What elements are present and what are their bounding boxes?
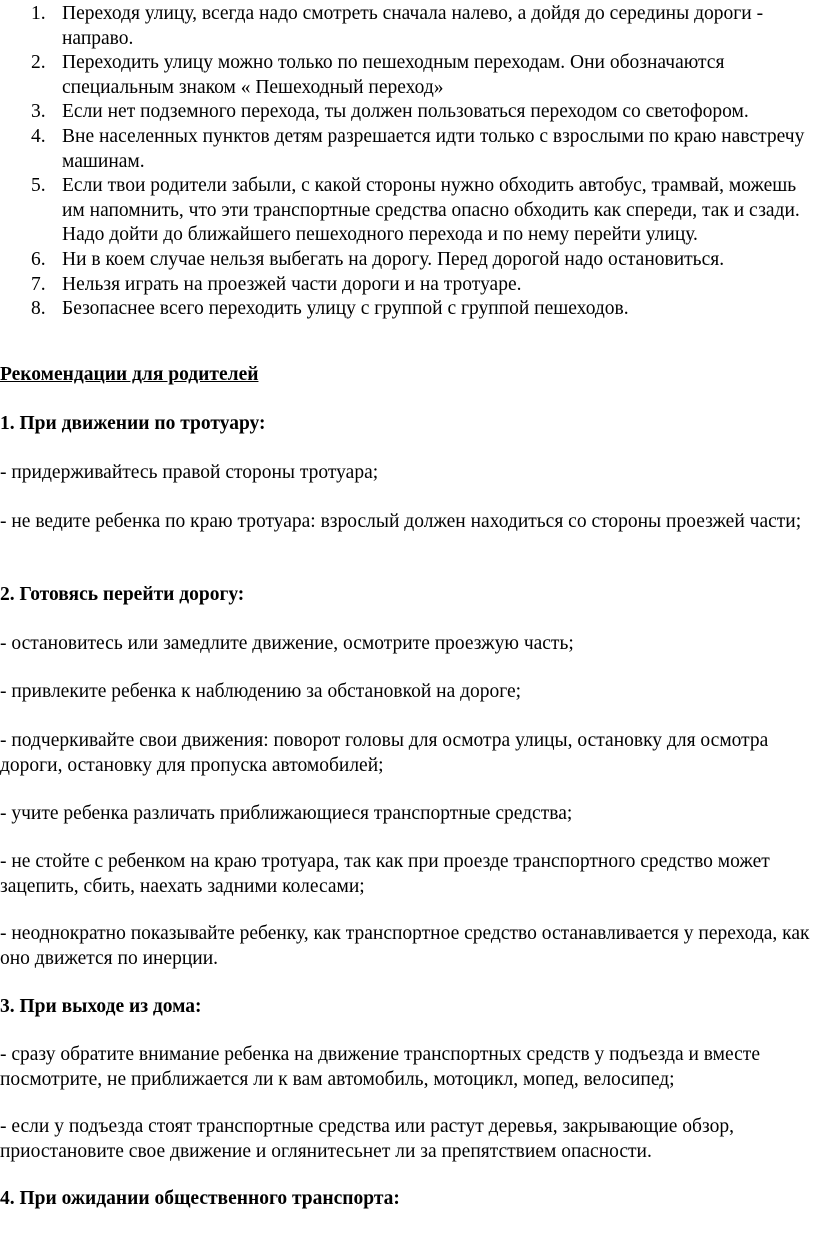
list-item-text: Ни в коем случае нельзя выбегать на дорогу. Перед дорогой надо остановиться.: [62, 248, 725, 270]
list-item-text: Переходить улицу можно только по пешеходным переходам. Они обозначаются специальным знаком « Пешеходный переход»: [62, 52, 725, 98]
list-item: [0, 2, 812, 51]
paragraph: - привлеките ребенка к наблюдению за обстановкой на дороге;: [0, 681, 522, 702]
list-item-number: 7.: [31, 273, 46, 295]
section-heading: 4. При ожидании общественного транспорта:: [0, 1188, 400, 1209]
section-heading: 3. При выходе из дома:: [0, 996, 202, 1017]
section-title: Рекомендации для родителей: [0, 364, 259, 385]
list-item: [0, 248, 812, 273]
list-item: [0, 273, 812, 298]
paragraph: - учите ребенка различать приближающиеся транспортные средства;: [0, 803, 573, 824]
list-item: [0, 174, 812, 248]
paragraph: - не ведите ребенка по краю тротуара: взрослый должен находиться со стороны проезжей части;: [0, 511, 802, 532]
list-item-text: Безопаснее всего переходить улицу с группой с группой пешеходов.: [62, 298, 629, 320]
section-heading: 2. Готовясь перейти дорогу:: [0, 584, 245, 605]
rules-list: [0, 2, 812, 322]
list-item-number: 2.: [31, 52, 46, 74]
section-heading: 1. При движении по тротуару:: [0, 413, 266, 434]
list-item-text: Вне населенных пунктов детям разрешается идти только с взрослыми по краю навстречу машинам.: [62, 125, 805, 172]
paragraph: - сразу обратите внимание ребенка на движение транспортных средств у подъезда и вместе посмотрите, не приближается ли к вам автомобиль, мотоцикл, мопед, велосипед;: [0, 1044, 760, 1090]
list-item: [0, 125, 812, 174]
list-item-number: 3.: [31, 101, 46, 123]
list-item-number: 6.: [31, 248, 46, 270]
list-item-number: 5.: [31, 175, 46, 197]
list-item-number: 1.: [31, 3, 46, 24]
list-item: [0, 51, 812, 100]
paragraph: - не стойте с ребенком на краю тротуара, так как при проезде транспортного средство может зацепить, сбить, наехать задними колесами;: [0, 851, 770, 897]
list-item: [0, 100, 812, 125]
paragraph: - подчеркивайте свои движения: поворот головы для осмотра улицы, остановку для осмотра дороги, остановку для пропуска автомобилей;: [0, 730, 769, 776]
list-item-text: Нельзя играть на проезжей части дороги и на тротуаре.: [62, 273, 522, 295]
paragraph: - придерживайтесь правой стороны тротуара;: [0, 462, 379, 483]
list-item-number: 4.: [31, 125, 46, 147]
paragraph: - если у подъезда стоят транспортные средства или растут деревья, закрывающие обзор, приостановите свое движение и оглянитесьнет ли за препятствием опасности.: [0, 1116, 734, 1162]
paragraph: - остановитесь или замедлите движение, осмотрите проезжую часть;: [0, 633, 574, 654]
list-item-number: 8.: [31, 298, 46, 320]
list-item: [0, 297, 812, 322]
list-item-text: Если нет подземного перехода, ты должен пользоваться переходом со светофором.: [62, 101, 749, 123]
paragraph: - неоднократно показывайте ребенку, как транспортное средство останавливается у перехода, как оно движется по инерции.: [0, 923, 810, 969]
list-item-text: Переходя улицу, всегда надо смотреть сначала налево, а дойдя до середины дороги - направо.: [62, 3, 764, 49]
list-item-text: Если твои родители забыли, с какой стороны нужно обходить автобус, трамвай, можешь им напомнить, что эти транспортные средства опасно обходить как спереди, так и сзади. Надо дойти до ближайшего пешеходного перехода и по нему перейти улицу.: [62, 175, 800, 246]
